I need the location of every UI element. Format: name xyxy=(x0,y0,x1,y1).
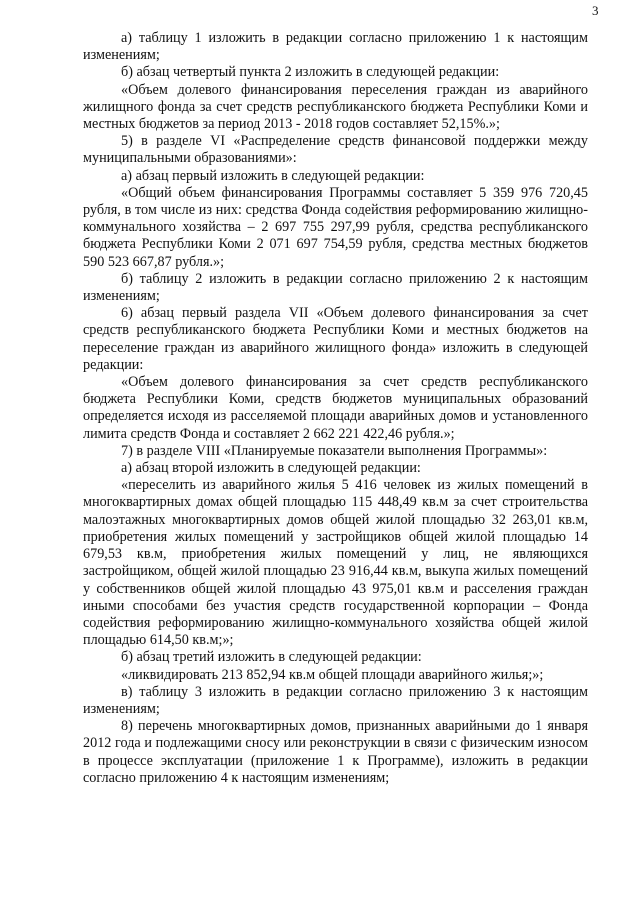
document-body xyxy=(83,30,588,787)
paragraph: «Объем долевого финансирования переселения граждан из аварийного жилищного фонда за счет средств республиканского бюджета Республики Коми и местных бюджетов за период 2013 - 2018 годов составляет 52,15%.»; xyxy=(83,81,588,133)
paragraph: б) абзац четвертый пункта 2 изложить в следующей редакции: xyxy=(121,64,500,81)
paragraph: а) таблицу 1 изложить в редакции согласно приложению 1 к настоящим изменениям; xyxy=(83,30,588,64)
paragraph: б) абзац третий изложить в следующей редакции: xyxy=(121,649,422,666)
paragraph: 6) абзац первый раздела VII «Объем долевого финансирования за счет средств республиканского бюджета Республики Коми и местных бюджетов на переселение граждан из аварийного жилищного фонда» изложить в следующей редакции: xyxy=(83,305,588,373)
paragraph: б) таблицу 2 изложить в редакции согласно приложению 2 к настоящим изменениям; xyxy=(83,270,588,305)
paragraph: 8) перечень многоквартирных домов, признанных аварийными до 1 января 2012 года и подлежащими сносу или реконструкции в связи с физическим износом в процессе эксплуатации (приложение 1 к Программе), изложить в редакции согласно приложению 4 к настоящим изменениям; xyxy=(83,718,588,786)
page-number: 3 xyxy=(592,3,599,18)
paragraph: «ликвидировать 213 852,94 кв.м общей площади аварийного жилья;»; xyxy=(121,666,544,683)
paragraph: «Общий объем финансирования Программы составляет 5 359 976 720,45 рубля, в том числе из них: средства Фонда содействия реформированию жилищно-коммунального хозяйства – 2 697 755 297,99 рубля, средства республиканского бюджета Республики Коми 2 071 697 754,59 рубля, средства местных бюджетов 590 523 667,87 рубля.»; xyxy=(83,184,588,270)
paragraph: «Объем долевого финансирования за счет средств республиканского бюджета Республики Коми, средств бюджетов муниципальных образований определяется исходя из расселяемой площади аварийных домов и установленного лимита средств Фонда и составляет 2 662 221 422,46 рубля.»; xyxy=(83,374,588,442)
paragraph: в) таблицу 3 изложить в редакции согласно приложению 3 к настоящим изменениям; xyxy=(83,683,588,717)
paragraph: «переселить из аварийного жилья 5 416 человек из жилых помещений в многоквартирных домах общей площадью 115 448,49 кв.м за счет строительства малоэтажных многоквартирных домов общей жилой площадью 32 263,01 кв.м, приобретения жилых помещений у застройщиков общей жилой площадью 14 679,53 кв.м, приобретения жилых помещений у лиц, не являющихся застройщиком, общей жилой площадью 23 916,44 кв.м, выкупа жилых помещений у собственников общей жилой площадью 43 975,01 кв.м и расселения граждан иными способами без участия средств государственной корпорации – Фонда содействия реформированию жилищно-коммунального хозяйства общей жилой площадью 614,50 кв.м;»; xyxy=(83,477,588,649)
paragraph: 5) в разделе VI «Распределение средств финансовой поддержки между муниципальными образованиями»: xyxy=(83,133,588,167)
paragraph: а) абзац первый изложить в следующей редакции: xyxy=(121,167,425,184)
paragraph: 7) в разделе VIII «Планируемые показатели выполнения Программы»: xyxy=(121,442,548,459)
paragraph: а) абзац второй изложить в следующей редакции: xyxy=(121,460,421,477)
